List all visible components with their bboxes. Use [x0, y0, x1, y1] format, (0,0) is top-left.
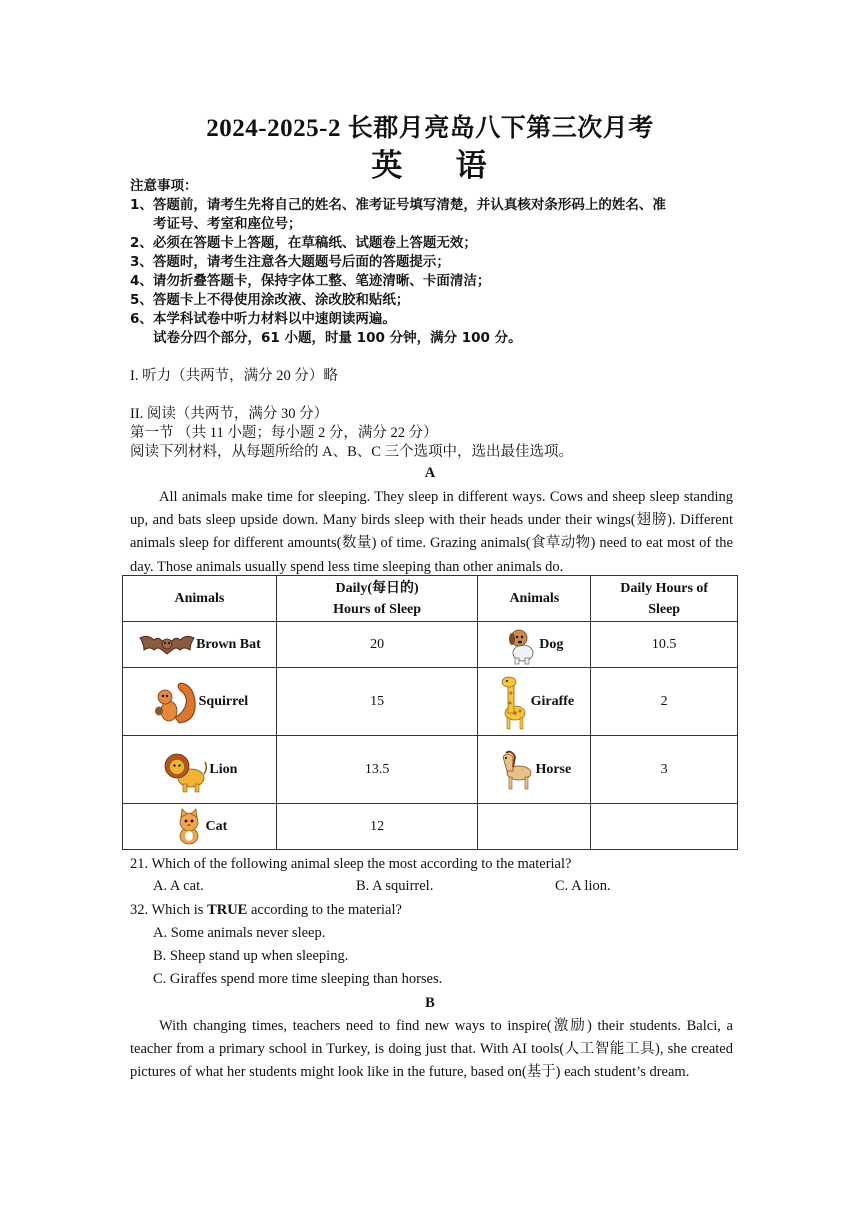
dog-icon	[505, 625, 539, 665]
animal-cell-bat	[123, 622, 277, 668]
animal-name: Squirrel	[198, 693, 249, 709]
animal-cell-cat	[123, 804, 277, 850]
animal-cell-giraffe	[478, 668, 591, 736]
notice-item-4: 4、请勿折叠答题卡，保持字体工整、笔迹清晰、卡面清洁；	[130, 273, 491, 289]
hours-cat: 12	[276, 804, 478, 850]
hours-lion: 13.5	[276, 736, 478, 804]
notice-item-1-cont: 考证号、考室和座位号；	[153, 216, 302, 232]
section-2-title: II. 阅读（共两节，满分 30 分）	[130, 406, 329, 422]
header-daily-line1: Daily(每日的)	[335, 580, 419, 596]
squirrel-icon	[151, 677, 199, 727]
empty-cell	[478, 804, 591, 850]
table-row	[123, 804, 738, 850]
table-header-row	[123, 576, 738, 622]
question-32-stem-prefix: 32. Which is	[130, 902, 208, 918]
hours-dog: 10.5	[591, 622, 738, 668]
passage-b-text: With changing times, teachers need to find new ways to inspire(激励) their students. Balci, a teacher from a primary school in Turkey, is doing just that. With AI tools(人工智能工具), she created pictures of what her students might look like in the future, based on(基于) each student’s dream.	[130, 1018, 733, 1081]
horse-icon	[497, 749, 535, 791]
sleep-hours-table	[122, 575, 738, 850]
question-32-stem-bold: TRUE	[207, 902, 248, 918]
hours-squirrel: 15	[276, 668, 478, 736]
table-row	[123, 622, 738, 668]
passage-b-label: B	[425, 995, 435, 1011]
hours-horse: 3	[591, 736, 738, 804]
animal-name: Giraffe	[530, 693, 575, 709]
hours-bat: 20	[276, 622, 478, 668]
header-daily2-line1: Daily Hours of	[620, 580, 709, 596]
question-21-option-a: A. A cat.	[153, 878, 204, 894]
question-32-stem	[130, 899, 402, 922]
notice-heading: 注意事项：	[130, 178, 198, 194]
question-21-stem: 21. Which of the following animal sleep the most according to the material?	[130, 856, 572, 872]
question-21-option-c: C. A lion.	[555, 878, 611, 894]
animal-cell-dog	[478, 622, 591, 668]
passage-a-text: All animals make time for sleeping. They sleep in different ways. Cows and sheep sleep standing up, and bats sleep upside down. Many birds sleep with their heads under their wings(翅膀). Different animals sleep for different amounts(数量) of time. Grazing animals(食草动物) need to eat most of the day. Those animals usually spend less time sleeping than other animals do.	[130, 489, 733, 575]
notice-summary: 试卷分四个部分，61 小题，时量 100 分钟，满分 100 分。	[153, 330, 522, 346]
section-2-part-1: 第一节 （共 11 小题；每小题 2 分，满分 22 分）	[130, 425, 438, 441]
notice-item-2: 2、必须在答题卡上答题，在草稿纸、试题卷上答题无效；	[130, 235, 477, 251]
notice-item-3: 3、答题时，请考生注意各大题题号后面的答题提示；	[130, 254, 450, 270]
header-daily-line2: Hours of Sleep	[333, 601, 422, 617]
header-daily2-line2: Sleep	[648, 601, 681, 617]
animal-cell-squirrel	[123, 668, 277, 736]
hours-giraffe: 2	[591, 668, 738, 736]
cat-icon	[172, 808, 206, 846]
animal-cell-lion	[123, 736, 277, 804]
exam-title: 2024-2025-2 长郡月亮岛八下第三次月考	[206, 115, 654, 142]
section-2-instruction: 阅读下列材料，从每题所给的 A、B、C 三个选项中，选出最佳选项。	[130, 444, 574, 460]
lion-icon	[161, 746, 209, 794]
subject-title: 英 语	[371, 148, 489, 184]
animal-name: Horse	[535, 761, 572, 777]
animal-name: Dog	[539, 636, 564, 652]
header-daily-hours-2	[591, 576, 738, 622]
question-32-stem-suffix: according to the material?	[247, 902, 402, 918]
giraffe-icon	[495, 673, 531, 731]
bat-icon	[138, 630, 196, 660]
header-daily-hours	[276, 576, 478, 622]
section-1-title: I. 听力（共两节，满分 20 分）略	[130, 368, 338, 384]
header-animals-2: Animals	[478, 576, 591, 622]
question-32-option-c: C. Giraffes spend more time sleeping than horses.	[153, 971, 443, 987]
notice-item-1: 1、答题前，请考生先将自己的姓名、准考证号填写清楚，并认真核对条形码上的姓名、准	[130, 197, 666, 213]
animal-cell-horse	[478, 736, 591, 804]
empty-cell	[591, 804, 738, 850]
notice-item-5: 5、答题卡上不得使用涂改液、涂改胶和贴纸；	[130, 292, 410, 308]
table-row	[123, 668, 738, 736]
question-32-option-b: B. Sheep stand up when sleeping.	[153, 948, 349, 964]
animal-name: Lion	[209, 761, 238, 777]
header-animals: Animals	[123, 576, 277, 622]
notice-item-6: 6、本学科试卷中听力材料以中速朗读两遍。	[130, 311, 396, 327]
table-row	[123, 736, 738, 804]
animal-name: Brown Bat	[196, 636, 261, 652]
animal-name: Cat	[205, 818, 228, 834]
question-21-option-b: B. A squirrel.	[356, 878, 434, 894]
passage-a-label: A	[424, 465, 436, 481]
question-32-option-a: A. Some animals never sleep.	[153, 925, 326, 941]
